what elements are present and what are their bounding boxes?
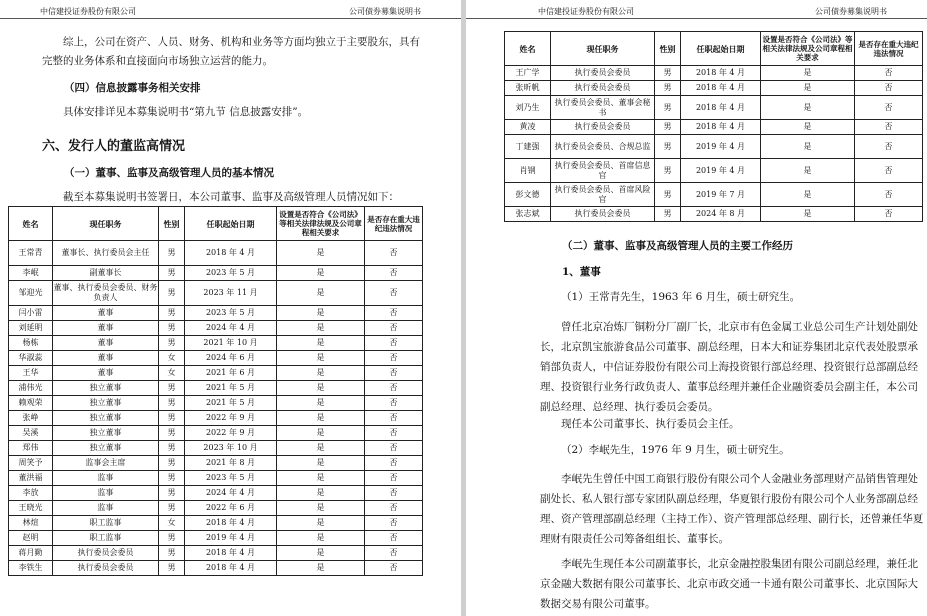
table-cell: 2018 年 4 月 [185,546,277,561]
table-cell: 是 [761,96,855,120]
table-cell: 是 [277,266,365,281]
table-row [9,471,423,486]
table-cell: 是 [761,81,855,96]
table-cell: 执行委员会委员 [551,66,655,81]
table-cell: 2019 年 7 月 [681,183,761,207]
table-cell: 李放 [9,486,53,501]
table-cell: 董事 [53,321,159,336]
table-cell: 张志斌 [505,207,551,222]
table-cell: 李铁生 [9,561,53,576]
table-cell: 刘延明 [9,321,53,336]
table-row [9,396,423,411]
table-cell: 是 [277,366,365,381]
table-cell: 是 [761,183,855,207]
table-row [9,516,423,531]
table-cell: 2023 年 11 月 [185,281,277,306]
table-cell: 2023 年 10 月 [185,441,277,456]
table-cell: 2018 年 4 月 [681,81,761,96]
table-cell: 执行委员会委员 [53,546,159,561]
table-cell: 否 [365,351,423,366]
table-cell: 独立董事 [53,411,159,426]
column-header: 现任职务 [53,207,159,241]
column-header: 设置是否符合《公司法》等相关法律法规及公司章程相关要求 [761,32,855,66]
table-cell: 是 [277,456,365,471]
table-cell: 浦伟光 [9,381,53,396]
li-bio: 李岷先生曾任中国工商银行股份有限公司个人金融业务部理财产品销售管理处副处长、私人银行部专家团队副总经理，华夏银行股份有限公司个人业务部副总经理、资产管理部副总经理（主持工作）、资产管理部总经理、副行长，还曾兼任华夏理财有限责任公司筹备组组长、董事长。 [540,473,924,545]
table-row [505,120,923,135]
table-row [505,66,923,81]
table-cell: 2019 年 4 月 [185,531,277,546]
table-cell: 男 [159,471,185,486]
table-row [9,381,423,396]
table-row [505,183,923,207]
li-intro: （2）李岷先生，1976 年 9 月生，硕士研究生。 [561,444,790,456]
table-cell: 2022 年 6 月 [185,501,277,516]
table-cell: 是 [277,426,365,441]
table-cell: 肖钢 [505,159,551,183]
table-cell: 职工监事 [53,531,159,546]
table-cell: 否 [855,81,923,96]
table-cell: 男 [159,266,185,281]
table-cell: 是 [277,306,365,321]
directors-heading: 1、董事 [562,266,601,278]
table-cell: 闫小雷 [9,306,53,321]
table-cell: 否 [855,96,923,120]
table-cell: 是 [761,120,855,135]
header-doc-title: 公司债券募集说明书 [815,7,887,16]
table-cell: 监事 [53,471,159,486]
table-cell: 执行委员会委员、董事会秘书 [551,96,655,120]
table-cell: 是 [761,207,855,222]
table-cell: 王华 [9,366,53,381]
table-cell: 女 [159,351,185,366]
table-row [9,411,423,426]
table-cell: 是 [761,66,855,81]
table-cell: 男 [655,120,681,135]
table-cell: 是 [277,471,365,486]
header-company: 中信建投证券股份有限公司 [538,7,634,16]
table-cell: 王广学 [505,66,551,81]
table-cell: 华淑蕊 [9,351,53,366]
table-cell: 2022 年 9 月 [185,426,277,441]
table-cell: 林煊 [9,516,53,531]
table-cell: 否 [365,426,423,441]
table-cell: 监事 [53,501,159,516]
table-row [9,501,423,516]
table-cell: 杨栋 [9,336,53,351]
table-cell: 2021 年 6 月 [185,366,277,381]
table-row [9,351,423,366]
table-cell: 周笑予 [9,456,53,471]
table-cell: 执行委员会委员 [551,207,655,222]
table-cell: 否 [365,306,423,321]
career-heading: （二）董事、监事及高级管理人员的主要工作经历 [562,240,793,252]
table-cell: 2021 年 5 月 [185,396,277,411]
table-row [9,281,423,306]
table-cell: 男 [655,81,681,96]
table-row [505,135,923,159]
table-cell: 2023 年 5 月 [185,471,277,486]
table-cell: 是 [277,381,365,396]
column-header: 姓名 [9,207,53,241]
table-cell: 2018 年 4 月 [681,66,761,81]
table-cell: 男 [159,456,185,471]
table-cell: 2022 年 9 月 [185,411,277,426]
page-header [0,4,461,19]
wang-bio: 曾任北京冶炼厂铜粉分厂副厂长，北京市有色金属工业总公司生产计划处副处长，北京凯宝旅游食品公司董事、副总经理，日本大和证券集团北京代表处股票承销部负责人，中信证券股份有限公司上海投资银行部总经理、投资银行总部副总经理、投资银行业务行政负责人、董事总经理并兼任企业融资委员会副主任，本公司副总经理、总经理、执行委员会委员。 [540,321,918,413]
table-cell: 2021 年 5 月 [185,381,277,396]
header-company: 中信建投证券股份有限公司 [40,7,136,16]
table-row [505,207,923,222]
table-cell: 男 [159,546,185,561]
table-cell: 是 [761,135,855,159]
column-header: 姓名 [505,32,551,66]
table-cell: 2018 年 4 月 [681,96,761,120]
column-header: 是否存在重大违纪违法情况 [855,32,923,66]
table-cell: 否 [855,207,923,222]
table-cell: 否 [365,456,423,471]
table-cell: 赵明 [9,531,53,546]
table-cell: 是 [277,546,365,561]
column-header: 性别 [655,32,681,66]
table-cell: 王晓光 [9,501,53,516]
table-cell: 男 [159,336,185,351]
table-cell: 是 [277,321,365,336]
table-row [9,366,423,381]
table-cell: 2024 年 8 月 [681,207,761,222]
table-cell: 否 [855,183,923,207]
table-cell: 男 [159,241,185,266]
table-cell: 2018 年 4 月 [681,120,761,135]
table-cell: 独立董事 [53,441,159,456]
table-cell: 男 [159,281,185,306]
header-doc-title: 公司债券募集说明书 [349,7,421,16]
table-cell: 否 [365,531,423,546]
table-cell: 否 [365,336,423,351]
table-cell: 否 [365,411,423,426]
right-page [466,0,927,616]
table-cell: 否 [365,281,423,306]
table-cell: 是 [277,486,365,501]
table-cell: 郑伟 [9,441,53,456]
table-cell: 否 [365,546,423,561]
table-cell: 2023 年 5 月 [185,306,277,321]
page-header [466,4,927,19]
table-cell: 黄凌 [505,120,551,135]
table-cell: 独立董事 [53,396,159,411]
table-cell: 王常青 [9,241,53,266]
li-current: 李岷先生现任本公司副董事长，北京金融控股集团有限公司副总经理，兼任北京金融大数据有限公司董事长、北京市政交通一卡通有限公司董事长、北京国际大数据交易有限公司董事。 [540,558,918,610]
table-row [505,159,923,183]
table-cell: 男 [655,159,681,183]
column-header: 是否存在重大违纪违法情况 [365,207,423,241]
table-cell: 男 [159,426,185,441]
section-heading: 六、发行人的董监高情况 [42,139,186,154]
table-cell: 邹迎光 [9,281,53,306]
table-cell: 2018 年 4 月 [185,241,277,266]
table-cell: 2019 年 4 月 [681,159,761,183]
basic-info-heading: （一）董事、监事及高级管理人员的基本情况 [64,167,274,179]
table-cell: 男 [655,207,681,222]
table-cell: 李岷 [9,266,53,281]
wang-intro: （1）王常青先生，1963 年 6 月生，硕士研究生。 [561,291,801,303]
table-cell: 是 [277,336,365,351]
table-cell: 是 [277,441,365,456]
table-row [9,441,423,456]
table-cell: 否 [855,120,923,135]
table-cell: 否 [365,501,423,516]
table-cell: 否 [365,471,423,486]
table-cell: 男 [159,501,185,516]
info-disclosure-heading: （四）信息披露事务相关安排 [64,82,201,94]
table-cell: 否 [365,516,423,531]
table-cell: 2021 年 8 月 [185,456,277,471]
table-cell: 男 [655,96,681,120]
table-cell: 否 [365,486,423,501]
table-cell: 2018 年 4 月 [185,516,277,531]
table-cell: 2019 年 4 月 [681,135,761,159]
table-cell: 独立董事 [53,426,159,441]
table-cell: 2023 年 5 月 [185,266,277,281]
table-row [9,456,423,471]
table-cell: 女 [159,516,185,531]
table-cell: 男 [159,381,185,396]
table-cell: 否 [365,396,423,411]
table-cell: 监事会主席 [53,456,159,471]
table-cell: 赖观荣 [9,396,53,411]
table-row [9,486,423,501]
table-cell: 是 [277,531,365,546]
table-cell: 否 [365,381,423,396]
table-cell: 2018 年 4 月 [185,561,277,576]
officers-table-continued [504,31,923,222]
table-cell: 吴溪 [9,426,53,441]
table-cell: 董洪福 [9,471,53,486]
table-cell: 执行委员会委员 [551,81,655,96]
column-header: 设置是否符合《公司法》等相关法律法规及公司章程相关要求 [277,207,365,241]
table-cell: 刘乃生 [505,96,551,120]
table-cell: 是 [277,561,365,576]
table-cell: 女 [159,366,185,381]
table-row [9,321,423,336]
table-cell: 丁建强 [505,135,551,159]
independence-paragraph: 综上，公司在资产、人员、财务、机构和业务等方面均独立于主要股东，具有完整的业务体系和直接面向市场独立运营的能力。 [42,36,420,67]
table-cell: 独立董事 [53,381,159,396]
table-row [505,81,923,96]
table-cell: 男 [159,411,185,426]
table-cell: 否 [855,159,923,183]
column-header: 性别 [159,207,185,241]
table-cell: 否 [365,241,423,266]
column-header: 任职起始日期 [681,32,761,66]
table-cell: 是 [277,411,365,426]
table-cell: 否 [365,266,423,281]
table-cell: 张昕帆 [505,81,551,96]
table-cell: 2024 年 4 月 [185,321,277,336]
table-cell: 董事 [53,351,159,366]
table-row [9,241,423,266]
table-cell: 否 [365,561,423,576]
left-page [0,0,461,616]
table-cell: 男 [159,561,185,576]
table-row [9,266,423,281]
table-cell: 是 [761,159,855,183]
table-row [9,531,423,546]
table-cell: 男 [655,135,681,159]
table-cell: 执行委员会委员、合规总监 [551,135,655,159]
officers-table [8,206,423,576]
info-disclosure-paragraph: 具体安排详见本募集说明书“第九节 信息披露安排”。 [63,106,309,118]
table-cell: 否 [855,135,923,159]
table-cell: 董事长、执行委员会主任 [53,241,159,266]
table-cell: 职工监事 [53,516,159,531]
table-cell: 是 [277,501,365,516]
table-cell: 男 [159,441,185,456]
wang-current: 现任本公司董事长、执行委员会主任。 [561,418,740,430]
table-cell: 是 [277,396,365,411]
table-cell: 副董事长 [53,266,159,281]
table-cell: 2024 年 4 月 [185,486,277,501]
table-cell: 执行委员会委员 [551,120,655,135]
table-cell: 董事 [53,336,159,351]
table-cell: 是 [277,351,365,366]
table-cell: 否 [855,66,923,81]
table-cell: 男 [159,486,185,501]
table-row [9,336,423,351]
table-cell: 男 [159,321,185,336]
table-row [505,96,923,120]
table-cell: 执行委员会委员 [53,561,159,576]
table-row [9,561,423,576]
table-cell: 男 [655,183,681,207]
column-header: 任职起始日期 [185,207,277,241]
table-row [9,306,423,321]
table-cell: 监事 [53,486,159,501]
table-cell: 执行委员会委员、首席信息官 [551,159,655,183]
table-cell: 男 [159,531,185,546]
table-cell: 蒋月勤 [9,546,53,561]
table-cell: 否 [365,321,423,336]
table-cell: 是 [277,281,365,306]
table-intro-paragraph: 截至本募集说明书签署日，本公司董事、监事及高级管理人员情况如下： [63,191,399,203]
table-cell: 董事 [53,366,159,381]
table-cell: 男 [159,396,185,411]
table-cell: 否 [365,366,423,381]
table-cell: 董事、执行委员会委员、财务负责人 [53,281,159,306]
table-cell: 董事 [53,306,159,321]
table-cell: 张峥 [9,411,53,426]
table-cell: 是 [277,241,365,266]
table-row [9,546,423,561]
column-header: 现任职务 [551,32,655,66]
table-cell: 男 [655,66,681,81]
table-cell: 是 [277,516,365,531]
table-cell: 男 [159,306,185,321]
table-cell: 否 [365,441,423,456]
table-cell: 2021 年 10 月 [185,336,277,351]
table-cell: 执行委员会委员、首席风险官 [551,183,655,207]
table-cell: 2024 年 6 月 [185,351,277,366]
table-row [9,426,423,441]
table-cell: 彭文德 [505,183,551,207]
